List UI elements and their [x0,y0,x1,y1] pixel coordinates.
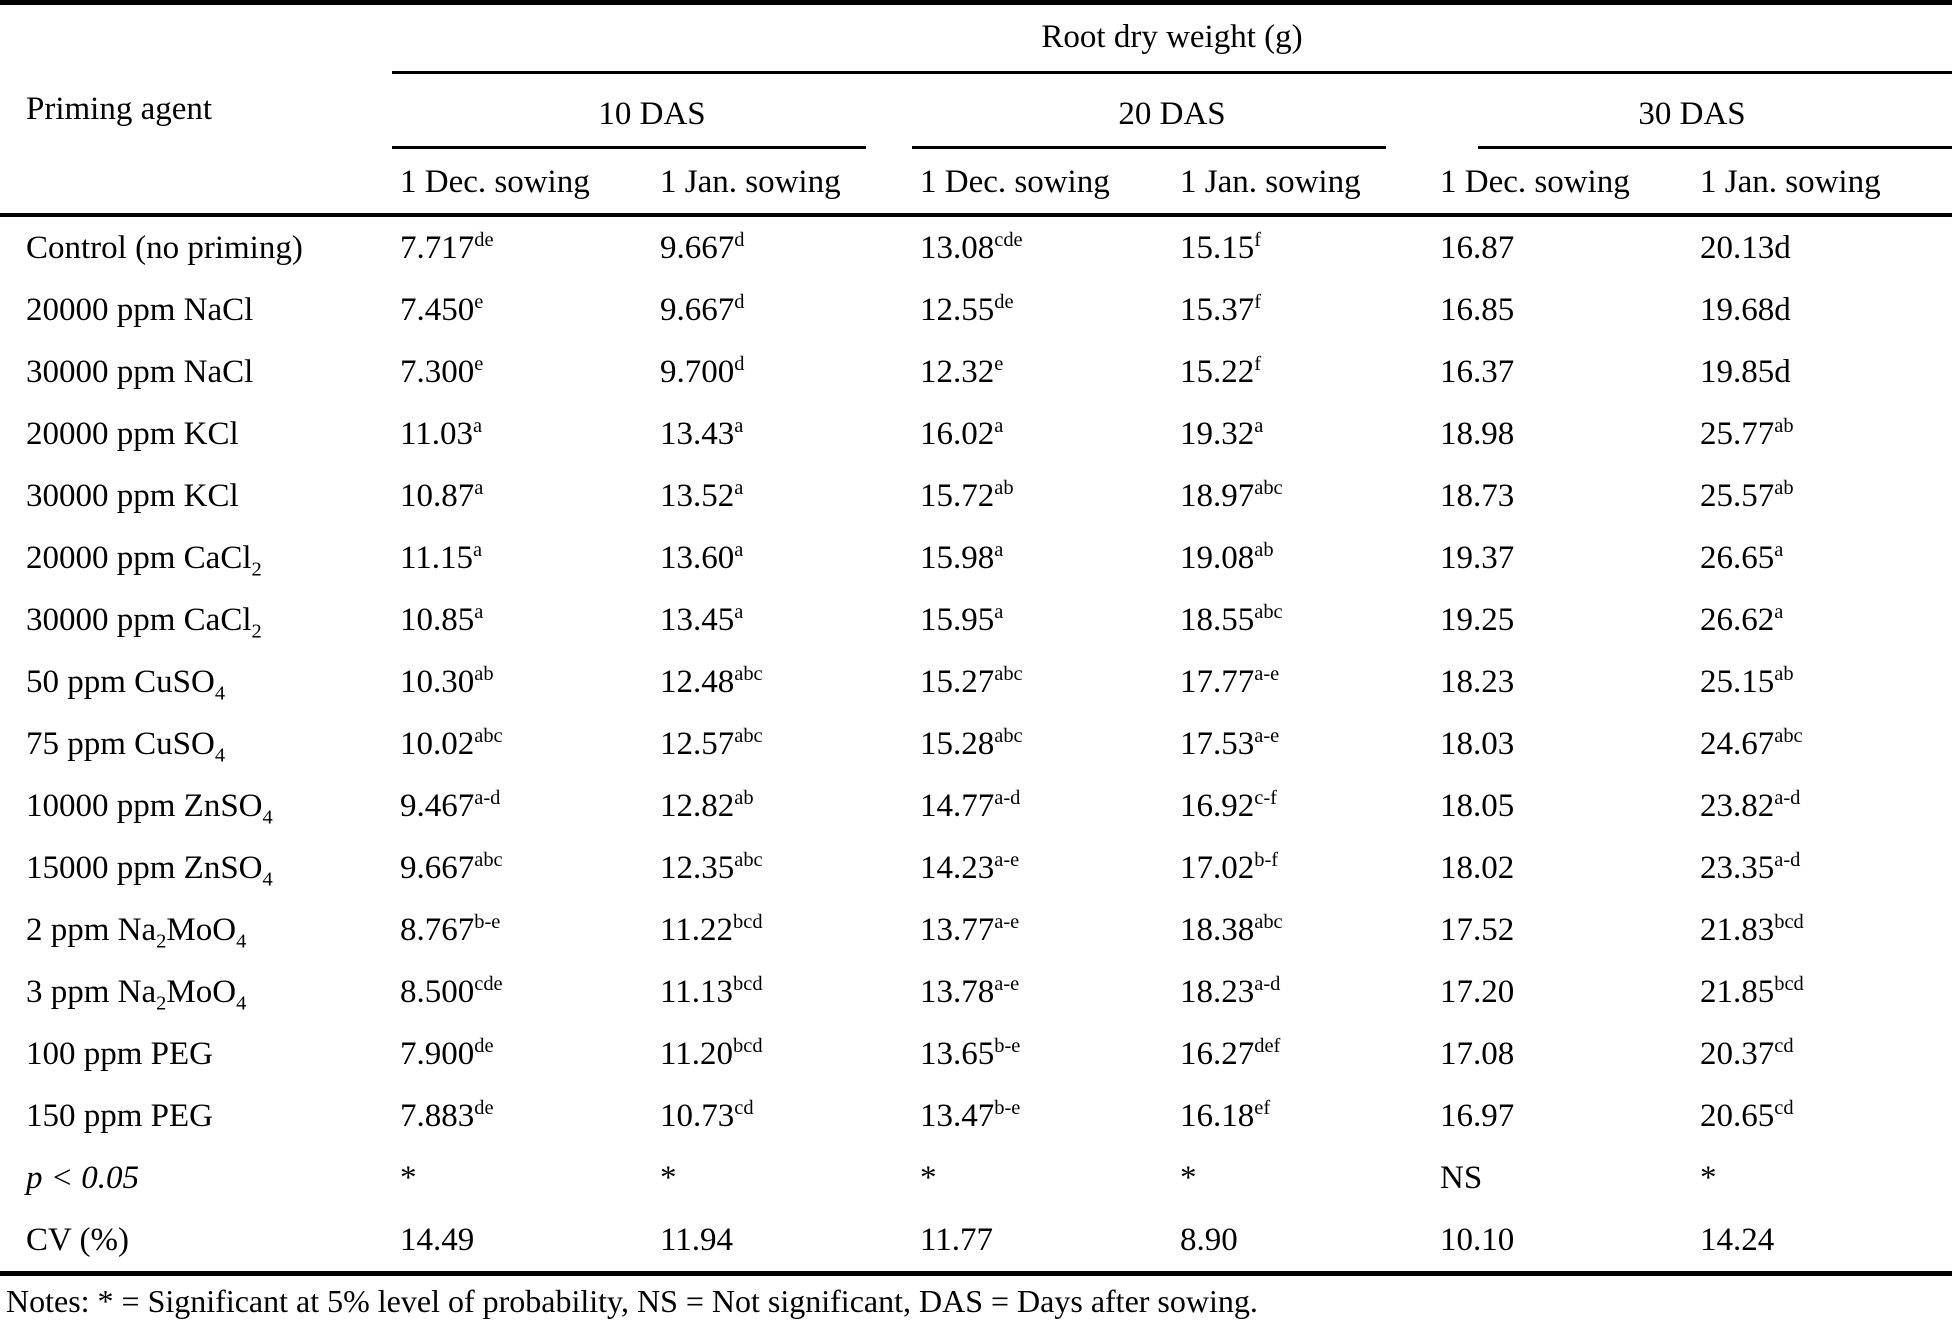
table-row [0,1209,1952,1274]
priming-agent-column-header: Priming agent [0,3,392,215]
table-cell: 10.10 [1440,1221,1515,1258]
table-cell: 18.03 [1440,725,1515,762]
table-cell: * [400,1159,417,1196]
table-cell: 23.82$^{a-d}$ [1700,786,1801,824]
table-cell: 11.15$^a$ [400,538,483,576]
table-cell: 11.22$^{bcd}$ [660,910,763,948]
row-label-priming-agent: 20000 ppm NaCl [26,291,254,328]
table-cell: 17.53$^{a-e}$ [1180,724,1280,762]
table-title: Root dry weight (g) [392,3,1952,73]
table-cell: 12.55de [920,290,1014,328]
table-cell: 18.97$^{abc}$ [1180,476,1283,514]
table-cell: 9.667$^d$ [660,290,745,328]
table-cell: 15.27$^{abc}$ [920,662,1023,700]
table-cell: 15.28$^{abc}$ [920,724,1023,762]
table-cell: 13.43$^a$ [660,414,744,452]
row-label-priming-agent: 20000 ppm KCl [26,415,239,452]
table-cell: 8.500$^{cde}$ [400,972,503,1010]
table-cell: 16.02$^a$ [920,414,1004,452]
table-cell: 7.300e [400,352,484,390]
table-row [0,341,1952,403]
table-cell: 19.37 [1440,539,1515,576]
table-cell: 12.57$^{abc}$ [660,724,763,762]
table-cell: 14.24 [1700,1221,1775,1258]
table-cell: 11.94 [660,1221,734,1258]
group-header-30-das: 30 DAS [1432,73,1952,149]
table-row [0,589,1952,651]
table-cell: 10.02$^{abc}$ [400,724,503,762]
table-cell: 12.35$^{abc}$ [660,848,763,886]
table-cell: 15.15$^f$ [1180,228,1262,266]
table-cell: 14.23$^{a-e}$ [920,848,1020,886]
table-cell: 19.25 [1440,601,1515,638]
table-cell: 15.72$^{ab}$ [920,476,1014,514]
subheader-20das-jan: 1 Jan. sowing [1172,149,1432,215]
table-cell: 17.52 [1440,911,1515,948]
table-cell: 19.85d [1700,353,1791,390]
table-cell: 11.20$^{bcd}$ [660,1034,763,1072]
subheader-30das-dec: 1 Dec. sowing [1432,149,1692,215]
table-row [0,279,1952,341]
table-cell: 12.82$^{ab}$ [660,786,754,824]
table-cell: 11.03$^a$ [400,414,483,452]
subheader-10das-jan: 1 Jan. sowing [652,149,912,215]
table-cell: 13.65$^{b-e}$ [920,1034,1021,1072]
group-header-10-das: 10 DAS [392,73,912,149]
table-cell: 7.450e [400,290,484,328]
table-cell: 25.57$^{ab}$ [1700,476,1794,514]
row-label-priming-agent: 3 ppm $Na_2MoO_4$ [26,973,247,1015]
table-cell: 26.65$^a$ [1700,538,1784,576]
table-cell: 7.717de [400,228,494,266]
table-cell: 17.02$^{b-f}$ [1180,848,1279,886]
table-cell: 26.62$^a$ [1700,600,1784,638]
table-cell: 12.32e [920,352,1004,390]
row-label-priming-agent: 75 ppm CuSO$_4$ [26,725,226,767]
row-label-priming-agent: Control (no priming) [26,229,303,266]
table-row [0,1147,1952,1209]
subheader-30das-jan: 1 Jan. sowing [1692,149,1952,215]
table-cell: 15.98$^a$ [920,538,1004,576]
table-row [0,837,1952,899]
row-label-priming-agent: 150 ppm PEG [26,1097,214,1134]
table-cell: 9.667$^{abc}$ [400,848,503,886]
table-cell: 16.87 [1440,229,1515,266]
table-row [0,713,1952,775]
table-cell: 8.90 [1180,1221,1238,1258]
table-cell: 17.08 [1440,1035,1515,1072]
row-label-priming-agent: 20000 ppm CaCl$_2$ [26,539,262,581]
table-cell: * [1180,1159,1197,1196]
table-cell: 7.883de [400,1096,494,1134]
table-cell: 19.68d [1700,291,1791,328]
table-cell: 14.77$^{a-d}$ [920,786,1021,824]
table-cell: * [920,1159,937,1196]
subheader-10das-dec: 1 Dec. sowing [392,149,652,215]
table-cell: * [660,1159,677,1196]
title-row [0,3,1952,73]
table-row [0,899,1952,961]
table-cell: 15.37$^f$ [1180,290,1262,328]
table-cell: 11.13$^{bcd}$ [660,972,763,1010]
table-footnote: Notes: * = Significant at 5% level of probability, NS = Not significant, DAS = Days after sowing. [6,1282,1258,1319]
table-cell: 13.52$^a$ [660,476,744,514]
subheader-20das-dec: 1 Dec. sowing [912,149,1172,215]
table-cell: 14.49 [400,1221,475,1258]
table-cell: 10.87$^a$ [400,476,484,514]
table-cell: 16.97 [1440,1097,1515,1134]
table-cell: 16.18$^{ef}$ [1180,1096,1271,1134]
table-cell: 18.38$^{abc}$ [1180,910,1283,948]
table-cell: 19.08$^{ab}$ [1180,538,1274,576]
table-cell: 9.667$^d$ [660,228,745,266]
table-cell: 18.73 [1440,477,1515,514]
table-row [0,775,1952,837]
table-cell: 13.08$^{cde}$ [920,228,1023,266]
table-cell: 19.32$^a$ [1180,414,1264,452]
table-cell: 13.60$^a$ [660,538,744,576]
table-cell: 15.95$^a$ [920,600,1004,638]
row-label-priming-agent: 100 ppm PEG [26,1035,214,1072]
table-cell: * [1700,1159,1717,1196]
table-cell: 18.02 [1440,849,1515,886]
table-cell: NS [1440,1159,1483,1196]
row-label-priming-agent: 30000 ppm CaCl$_2$ [26,601,262,643]
table-row [0,961,1952,1023]
table-cell: 8.767$^{b-e}$ [400,910,501,948]
table-row [0,403,1952,465]
table-row [0,215,1952,279]
group-header-20-das: 20 DAS [912,73,1432,149]
table-cell: 17.20 [1440,973,1515,1010]
table-cell: 7.900de [400,1034,494,1072]
table-cell: 18.23$^{a-d}$ [1180,972,1281,1010]
table-cell: 13.47$^{b-e}$ [920,1096,1021,1134]
table-cell: 16.92$^{c-f}$ [1180,786,1277,824]
table-cell: 24.67$^{abc}$ [1700,724,1803,762]
row-label-priming-agent: 30000 ppm NaCl [26,353,254,390]
table-row [0,651,1952,713]
table-cell: 13.77$^{a-e}$ [920,910,1020,948]
table-cell: 25.15$^{ab}$ [1700,662,1794,700]
table-cell: 20.65$^{cd}$ [1700,1096,1794,1134]
table-cell: 10.30$^{ab}$ [400,662,494,700]
table-cell: 12.48$^{abc}$ [660,662,763,700]
row-label-priming-agent: CV (%) [26,1221,129,1258]
table-cell: 15.22$^f$ [1180,352,1262,390]
table-cell: 16.85 [1440,291,1515,328]
table-cell: 20.13d [1700,229,1791,266]
table-cell: 10.73$^{cd}$ [660,1096,754,1134]
row-label-priming-agent: 50 ppm CuSO$_4$ [26,663,226,705]
row-label-priming-agent: 10000 ppm ZnSO$_4$ [26,787,273,829]
table-body [0,215,1952,1274]
table-row [0,1023,1952,1085]
table-row [0,465,1952,527]
table-cell: 18.05 [1440,787,1515,824]
table-cell: 18.55$^{abc}$ [1180,600,1283,638]
table-cell: 11.77 [920,1221,994,1258]
table-cell: 21.83$^{bcd}$ [1700,910,1804,948]
row-label-priming-agent: 30000 ppm KCl [26,477,239,514]
table-cell: 23.35$^{a-d}$ [1700,848,1801,886]
table-cell: 9.700$^d$ [660,352,745,390]
table-cell: 20.37$^{cd}$ [1700,1034,1794,1072]
table-cell: 9.467$^{a-d}$ [400,786,501,824]
row-label-priming-agent: 15000 ppm ZnSO$_4$ [26,849,273,891]
table-row [0,527,1952,589]
table-cell: 16.37 [1440,353,1515,390]
table-cell: 10.85$^a$ [400,600,484,638]
table-cell: 18.98 [1440,415,1515,452]
table-cell: 18.23 [1440,663,1515,700]
table-cell: 16.27$^{def}$ [1180,1034,1281,1072]
table-cell: 13.78$^{a-e}$ [920,972,1020,1010]
table-cell: 13.45$^a$ [660,600,744,638]
table-cell: 25.77$^{ab}$ [1700,414,1794,452]
row-label-priming-agent: p < 0.05 [26,1159,140,1196]
table-cell: 17.77$^{a-e}$ [1180,662,1280,700]
row-label-priming-agent: 2 ppm $Na_2MoO_4$ [26,911,247,953]
table-row [0,1085,1952,1147]
table-cell: 21.85$^{bcd}$ [1700,972,1804,1010]
